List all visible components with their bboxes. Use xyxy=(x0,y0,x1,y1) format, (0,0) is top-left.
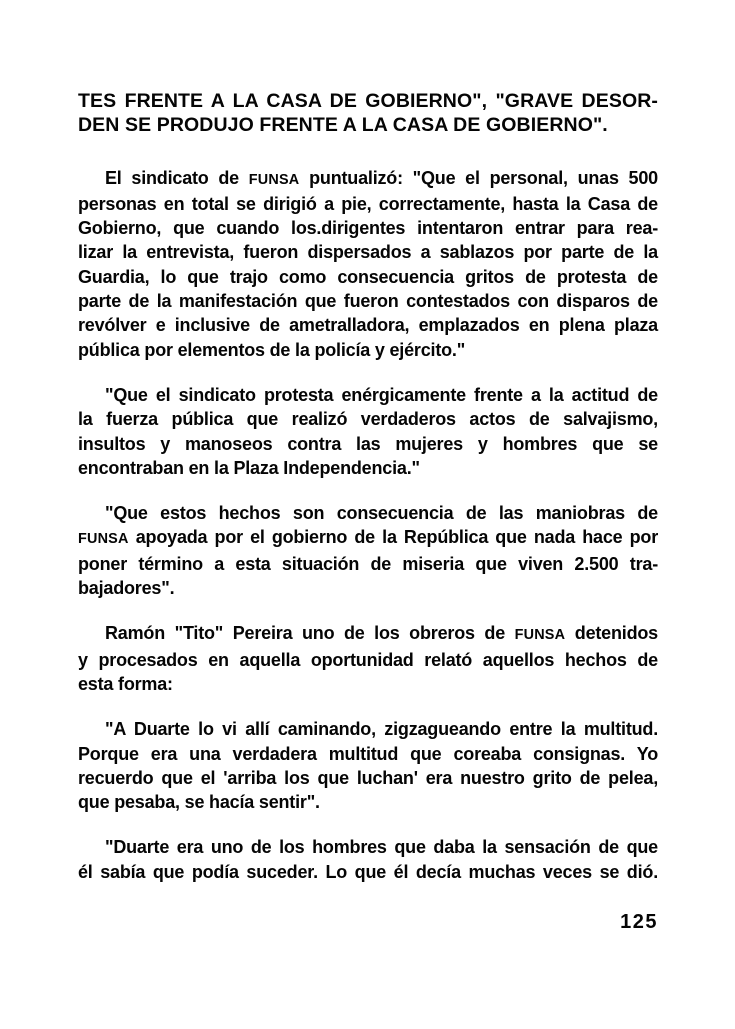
paragraph xyxy=(78,717,658,814)
chapter-heading xyxy=(78,89,658,138)
text-line: bajadores". xyxy=(78,578,175,599)
text-line: lizar la entrevista, fueron dispersados a sablazos por parte de la xyxy=(78,242,658,263)
text-line: y procesados en aquella oportunidad relató aquellos hechos de xyxy=(78,649,658,670)
paragraph xyxy=(78,166,658,362)
paragraph xyxy=(78,621,658,696)
text-line: TES FRENTE A LA CASA DE GOBIERNO", "GRAVE DESOR- xyxy=(78,90,658,112)
text-line: "Que estos hechos son consecuencia de las maniobras de xyxy=(105,503,658,524)
text-line: recuerdo que el 'arriba los que luchan' era nuestro grito de pelea, xyxy=(78,767,658,788)
text-line: revólver e inclusive de ametralladora, emplazados en plena plaza xyxy=(78,315,658,336)
page-number: 125 xyxy=(620,911,658,934)
text-line: él sabía que podía suceder. Lo que él decía muchas veces se dió. xyxy=(78,861,658,882)
text-line: "Duarte era uno de los hombres que daba la sensación de que xyxy=(105,837,658,858)
text-line: DEN SE PRODUJO FRENTE A LA CASA DE GOBIERNO". xyxy=(78,114,608,137)
paragraph xyxy=(78,501,658,600)
text-line: insultos y manoseos contra las mujeres y hombres que se xyxy=(78,433,658,454)
funsa-smallcaps: FUNSA xyxy=(248,171,300,188)
text-line: Ramón "Tito" Pereira uno de los obreros de FUNSA detenidos xyxy=(105,623,658,644)
text-line: FUNSA apoyada por el gobierno de la República que nada hace por xyxy=(78,527,658,548)
text-line: personas en total se dirigió a pie, correctamente, hasta la Casa de xyxy=(78,193,658,214)
text-line: Porque era una verdadera multitud que coreaba consignas. Yo xyxy=(78,743,658,764)
text-line: la fuerza pública que realizó verdaderos actos de salvajismo, xyxy=(78,409,658,430)
text-line: parte de la manifestación que fueron contestados con disparos de xyxy=(78,291,658,312)
text-line: que pesaba, se hacía sentir". xyxy=(78,792,320,813)
text-line: El sindicato de FUNSA puntualizó: "Que el personal, unas 500 xyxy=(105,167,658,188)
text-line: "A Duarte lo vi allí caminando, zigzagueando entre la multitud. xyxy=(105,719,658,740)
text-line: encontraban en la Plaza Independencia." xyxy=(78,457,420,478)
text-line: poner término a esta situación de miseria que viven 2.500 tra- xyxy=(78,553,658,574)
text-line: "Que el sindicato protesta enérgicamente frente a la actitud de xyxy=(105,384,658,405)
funsa-smallcaps: FUNSA xyxy=(514,627,566,644)
text-line: esta forma: xyxy=(78,673,173,694)
paragraph xyxy=(78,835,658,884)
funsa-smallcaps: FUNSA xyxy=(78,531,129,548)
paragraphs-container xyxy=(78,166,658,884)
text-line: pública por elementos de la policía y ejército." xyxy=(78,339,466,360)
paragraph xyxy=(78,383,658,480)
text-block xyxy=(78,89,658,934)
text-line: Gobierno, que cuando los.dirigentes intentaron entrar para rea- xyxy=(78,218,658,239)
text-line: Guardia, lo que trajo como consecuencia gritos de protesta de xyxy=(78,266,658,287)
